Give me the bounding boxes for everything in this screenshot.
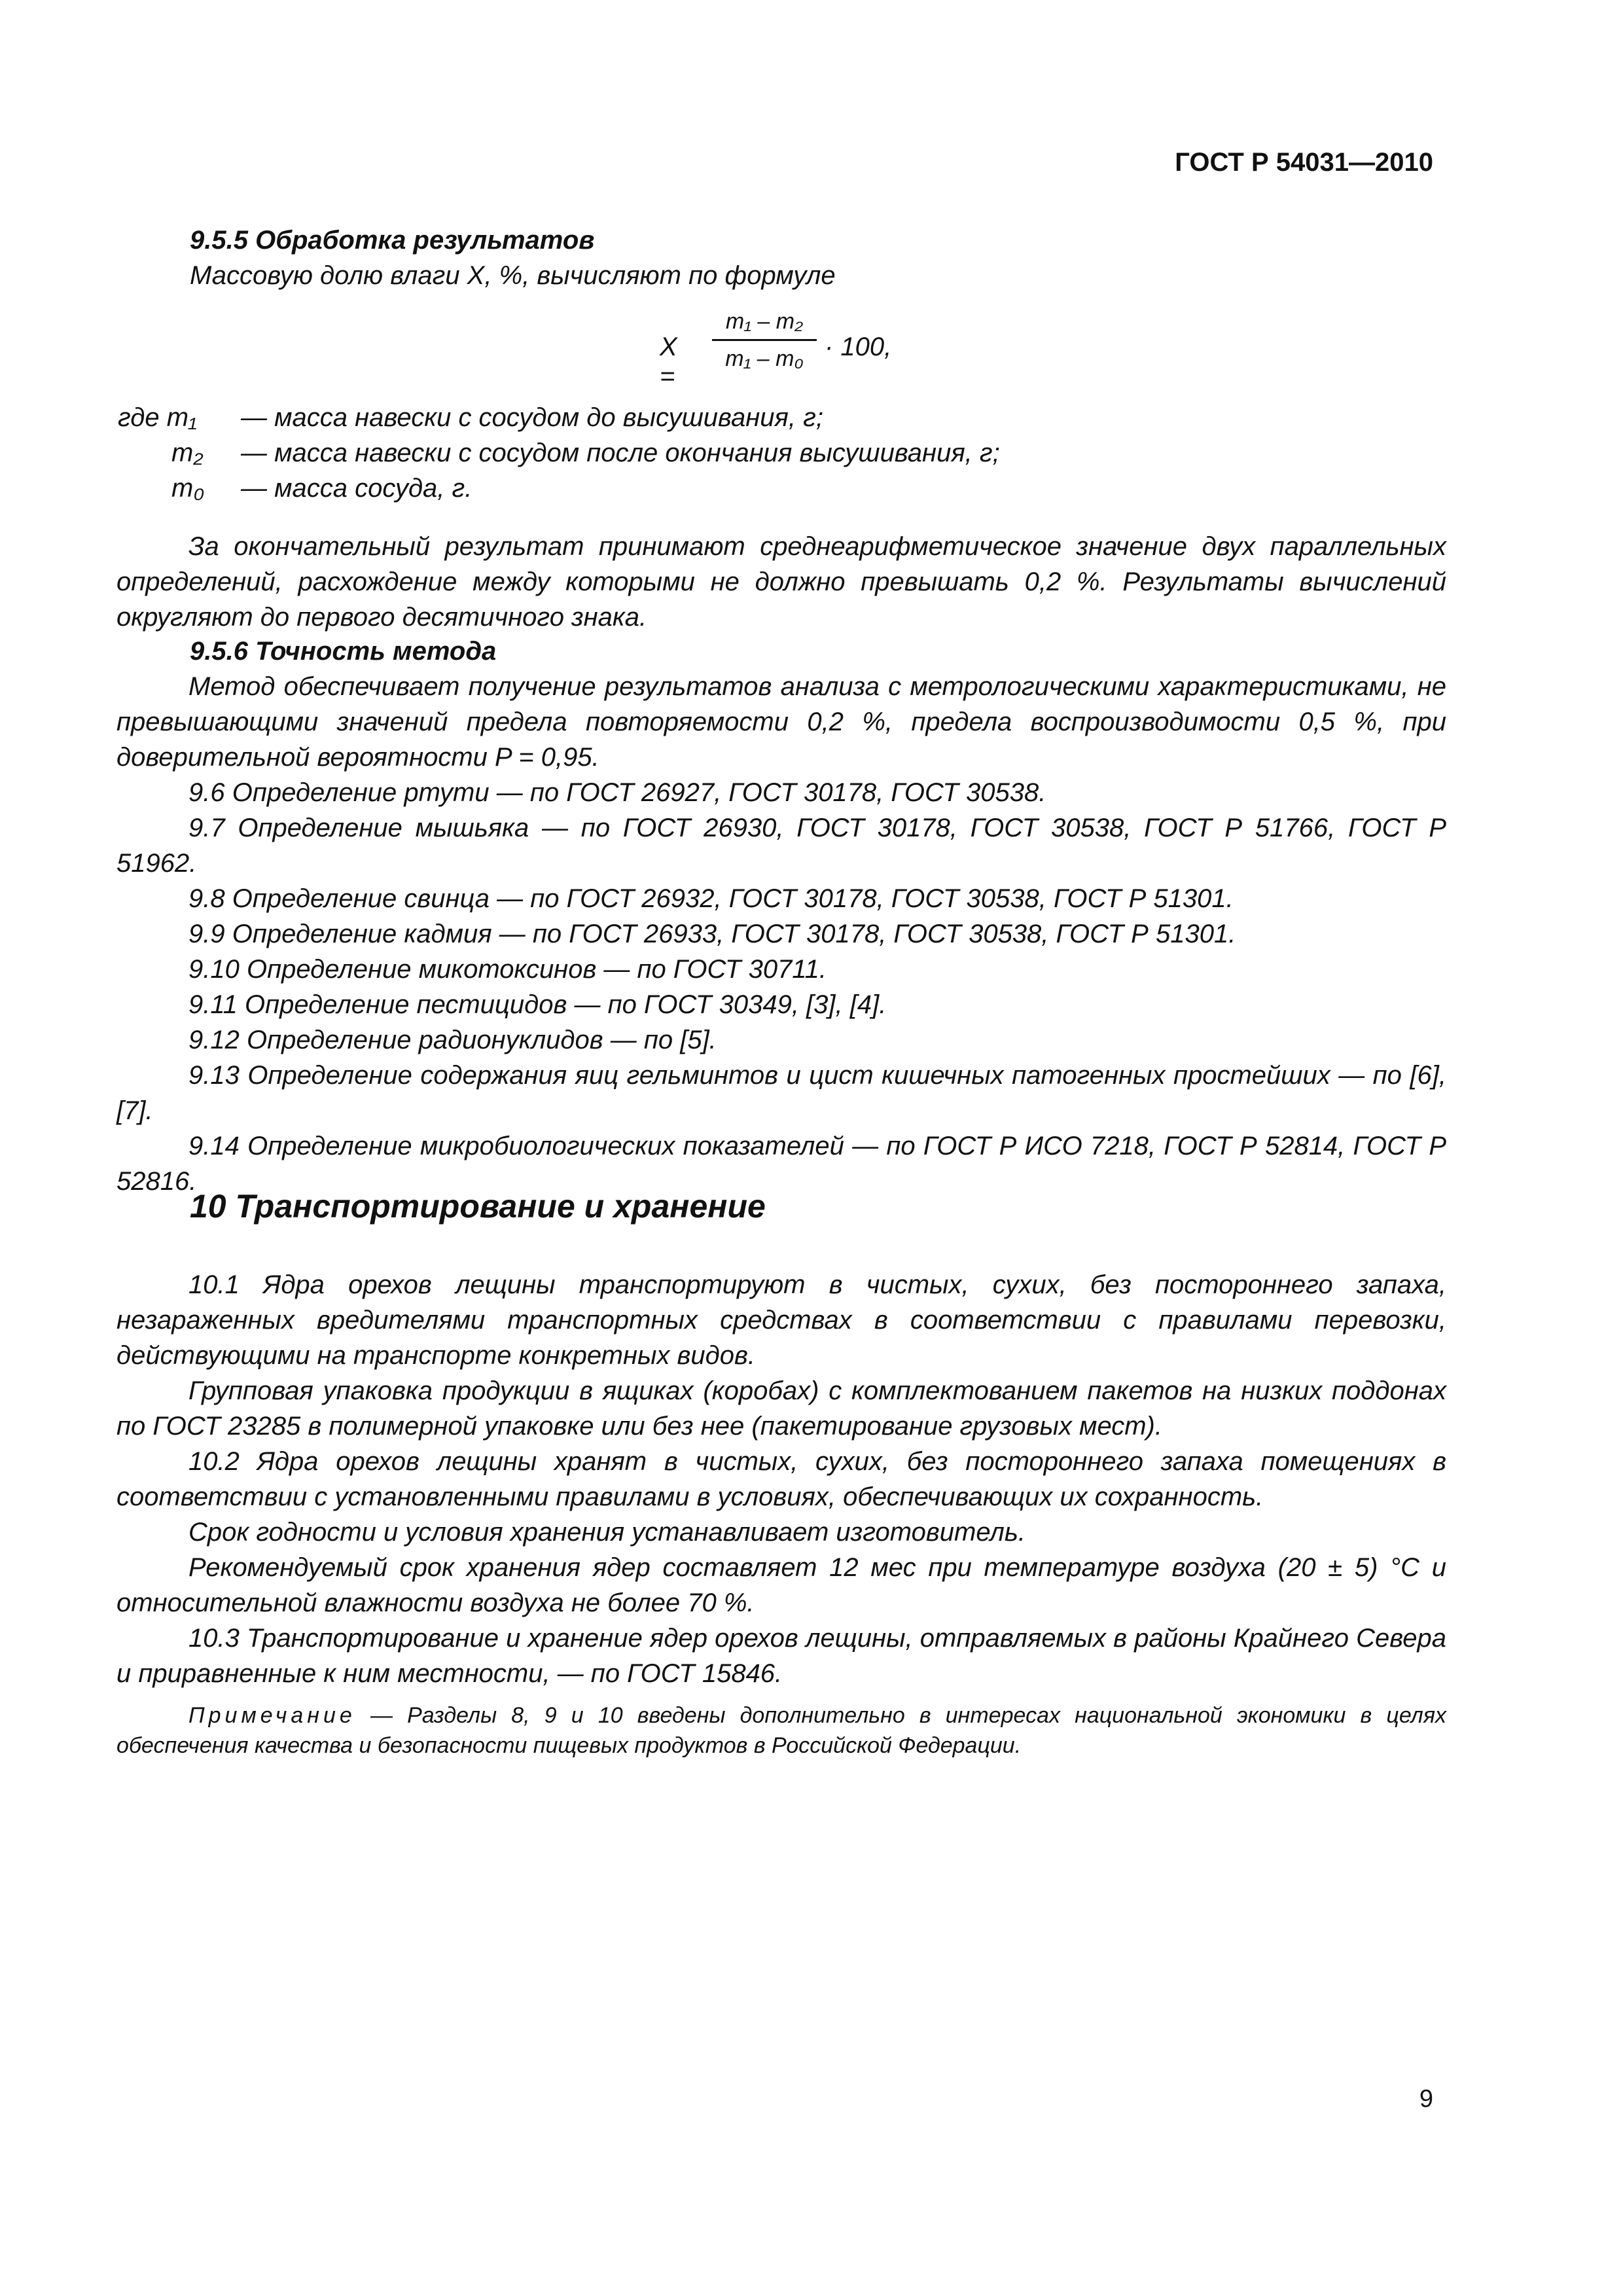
where-text-1: — масса навески с сосудом до высушивания, г; <box>241 403 823 432</box>
item-9-7: 9.7 Определение мышьяка — по ГОСТ 26930, ГОСТ 30178, ГОСТ 30538, ГОСТ Р 51766, ГОСТ Р 51962. <box>116 814 1446 878</box>
item-9-10: 9.10 Определение микотоксинов — по ГОСТ 30711. <box>188 955 827 984</box>
item-9-8: 9.8 Определение свинца — по ГОСТ 26932, ГОСТ 30178, ГОСТ 30538, ГОСТ Р 51301. <box>188 884 1234 913</box>
document-code: ГОСТ Р 54031—2010 <box>1175 148 1433 177</box>
where-text-2: — масса навески с сосудом после окончания высушивания, г; <box>241 439 1000 467</box>
item-9-13: 9.13 Определение содержания яиц гельминтов и цист кишечных патогенных простейших — по [6], [7]. <box>116 1061 1446 1125</box>
note-label: Примечание <box>188 1703 356 1728</box>
formula-lhs: X = <box>660 332 677 391</box>
item-9-11: 9.11 Определение пестицидов — по ГОСТ 30349, [3], [4]. <box>188 990 887 1019</box>
para-10-1: 10.1 Ядра орехов лещины транспортируют в чистых, сухих, без постороннего запаха, незараженных вредителями транспортных средствах в соответствии с правилами перевозки, действующими на транспорте конкретных видов. <box>116 1270 1446 1370</box>
note-text: — Разделы 8, 9 и 10 введены дополнительно в интересах национальной экономики в целях обеспечения качества и безопасности пищевых продуктов в Российской Федерации. <box>116 1703 1446 1758</box>
para-10-3: 10.3 Транспортирование и хранение ядер орехов лещины, отправляемых в районы Крайнего Севера и приравненные к ним местности, — по ГОСТ 15846. <box>116 1624 1446 1688</box>
page-number: 9 <box>1419 2085 1433 2113</box>
item-9-12: 9.12 Определение радионуклидов — по [5]. <box>188 1026 717 1054</box>
where-sym-3: m₀ <box>171 474 205 503</box>
para-10-2: 10.2 Ядра орехов лещины хранят в чистых, сухих, без постороннего запаха помещениях в соответствии с установленными правилами в условиях, обеспечивающих их сохранность. <box>116 1447 1446 1511</box>
accuracy-paragraph: Метод обеспечивает получение результатов анализа с метрологическими характеристиками, не превышающими значений предела повторяемости 0,2 %, предела воспроизводимости 0,5 %, при доверительной вероятности P = 0,95. <box>116 672 1446 772</box>
note <box>116 1700 1446 1761</box>
subsection-heading-955: 9.5.5 Обработка результатов <box>190 226 595 255</box>
para-storage-term: Рекомендуемый срок хранения ядер составляет 12 мес при температуре воздуха (20 ± 5) °С и относительной влажности воздуха не более 70 %. <box>116 1553 1446 1617</box>
para-shelf-life: Срок годности и условия хранения устанавливает изготовитель. <box>188 1518 1026 1547</box>
formula-fraction <box>712 306 817 374</box>
where-text-3: — масса сосуда, г. <box>241 474 473 503</box>
item-9-6: 9.6 Определение ртути — по ГОСТ 26927, ГОСТ 30178, ГОСТ 30538. <box>188 778 1046 807</box>
result-paragraph: За окончательный результат принимают среднеарифметическое значение двух параллельных определений, расхождение между которыми не должно превышать 0,2 %. Результаты вычислений округляют до первого десятичного знака. <box>116 532 1446 632</box>
item-9-14: 9.14 Определение микробиологических показателей — по ГОСТ Р ИСО 7218, ГОСТ Р 52814, ГОСТ Р 52816. <box>116 1132 1446 1196</box>
where-sym-1: где m₁ <box>118 403 197 432</box>
formula-intro: Массовую долю влаги X, %, вычисляют по формуле <box>190 261 836 290</box>
section-10-title: 10 Транспортирование и хранение <box>190 1188 766 1225</box>
formula-numerator: m₁ – m₂ <box>725 309 804 334</box>
item-9-9: 9.9 Определение кадмия — по ГОСТ 26933, ГОСТ 30178, ГОСТ 30538, ГОСТ Р 51301. <box>188 920 1236 948</box>
where-sym-2: m₂ <box>171 439 204 467</box>
formula-tail: · 100, <box>825 332 892 361</box>
para-10-1-packaging: Групповая упаковка продукции в ящиках (коробах) с комплектованием пакетов на низких поддонах по ГОСТ 23285 в полимерной упаковке или без нее (пакетирование грузовых мест). <box>116 1376 1446 1441</box>
subsection-heading-956: 9.5.6 Точность метода <box>190 637 497 666</box>
formula-denominator: m₁ – m₀ <box>725 346 804 371</box>
